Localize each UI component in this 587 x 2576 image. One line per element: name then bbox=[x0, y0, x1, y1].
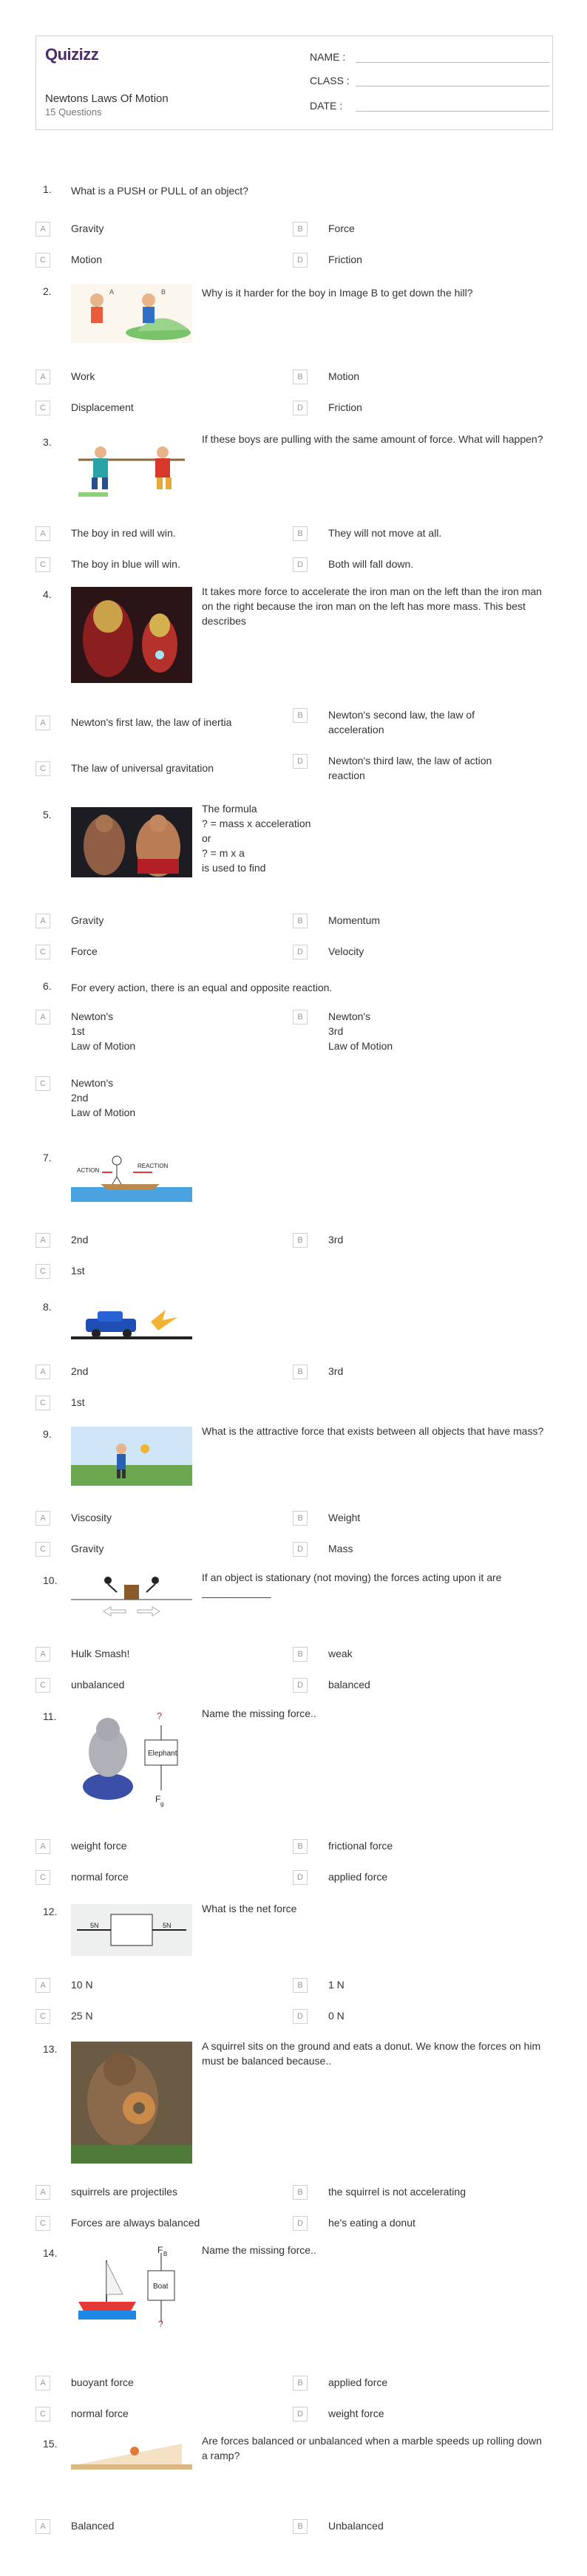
question-text: Why is it harder for the boy in Image B to get down the hill? bbox=[202, 287, 473, 299]
option-text: 10 N bbox=[71, 1979, 93, 1991]
name-field[interactable] bbox=[310, 51, 345, 63]
question-image bbox=[71, 2246, 192, 2327]
svg-text:Elephant: Elephant bbox=[148, 1750, 177, 1758]
option-letter-badge: B bbox=[293, 1647, 308, 1662]
option-text: 0 N bbox=[328, 2010, 345, 2022]
option-text: Friction bbox=[328, 401, 362, 413]
date-line bbox=[356, 111, 549, 112]
option-text: Motion bbox=[328, 370, 360, 382]
option-letter-badge: C bbox=[35, 1264, 50, 1279]
svg-text:g: g bbox=[160, 1801, 164, 1807]
option-letter-badge: A bbox=[35, 370, 50, 384]
option-text: The law of universal gravitation bbox=[71, 762, 214, 774]
option-letter-badge: A bbox=[35, 1839, 50, 1854]
option-letter-badge: C bbox=[35, 2407, 50, 2422]
worksheet-header bbox=[35, 35, 553, 130]
date-label: DATE : bbox=[310, 100, 343, 112]
option-text: Newton's 3rd Law of Motion bbox=[328, 1010, 393, 1052]
name-label: NAME : bbox=[310, 51, 346, 63]
option-text: Gravity bbox=[71, 914, 104, 926]
option-letter-badge: C bbox=[35, 1396, 50, 1410]
question-number: 11. bbox=[43, 1710, 57, 1722]
question-number: 7. bbox=[43, 1152, 52, 1163]
question-text: If an object is stationary (not moving) the forces acting upon it are ____________ bbox=[202, 1571, 502, 1598]
option-letter-badge: D bbox=[293, 1678, 308, 1693]
option-text: applied force bbox=[328, 2376, 388, 2388]
quizizz-logo: Quizizz bbox=[45, 45, 99, 64]
question-image bbox=[71, 587, 192, 683]
option-letter-badge: B bbox=[293, 1511, 308, 1526]
option-letter-badge: C bbox=[35, 945, 50, 959]
option-text: the squirrel is not accelerating bbox=[328, 2186, 466, 2198]
option-text: Hulk Smash! bbox=[71, 1648, 130, 1659]
option-text: Newton's first law, the law of inertia bbox=[71, 716, 232, 728]
option-letter-badge: B bbox=[293, 708, 308, 723]
svg-text:?: ? bbox=[157, 1710, 163, 1722]
option-letter-badge: C bbox=[35, 1870, 50, 1885]
question-number: 8. bbox=[43, 1301, 52, 1313]
option-letter-badge: D bbox=[293, 2216, 308, 2231]
svg-text:5N: 5N bbox=[90, 1922, 99, 1929]
option-letter-badge: A bbox=[35, 2376, 50, 2390]
option-letter-badge: C bbox=[35, 2009, 50, 2024]
option-text: Motion bbox=[71, 254, 103, 265]
option-letter-badge: D bbox=[293, 1870, 308, 1885]
option-letter-badge: C bbox=[35, 253, 50, 268]
svg-text:B: B bbox=[161, 288, 166, 296]
option-text: 1st bbox=[71, 1396, 85, 1408]
option-text: They will not move at all. bbox=[328, 527, 442, 539]
option-text: Displacement bbox=[71, 401, 134, 413]
question-image bbox=[71, 284, 192, 343]
question-text: What is the attractive force that exists between all objects that have mass? bbox=[202, 1425, 544, 1437]
action-label: ACTION bbox=[77, 1167, 100, 1174]
svg-text:A: A bbox=[109, 288, 115, 296]
option-letter-badge: A bbox=[35, 2519, 50, 2534]
option-letter-badge: B bbox=[293, 2185, 308, 2200]
svg-text:B: B bbox=[163, 2251, 168, 2257]
option-letter-badge: B bbox=[293, 2519, 308, 2534]
question-image bbox=[71, 1150, 192, 1202]
question-text: For every action, there is an equal and opposite reaction. bbox=[71, 982, 333, 993]
option-text: 25 N bbox=[71, 2010, 93, 2022]
option-text: applied force bbox=[328, 1871, 388, 1883]
question-image bbox=[71, 1427, 192, 1486]
option-text: Work bbox=[71, 370, 95, 382]
option-text: weight force bbox=[71, 1840, 127, 1852]
option-letter-badge: B bbox=[293, 1010, 308, 1024]
option-letter-badge: D bbox=[293, 754, 308, 769]
option-text: Velocity bbox=[328, 945, 364, 957]
question-number: 13. bbox=[43, 2043, 58, 2055]
option-text: buoyant force bbox=[71, 2376, 134, 2388]
option-letter-badge: D bbox=[293, 401, 308, 415]
option-text: weight force bbox=[328, 2407, 384, 2419]
option-letter-badge: B bbox=[293, 914, 308, 928]
svg-text:F: F bbox=[155, 1794, 161, 1804]
question-image bbox=[71, 807, 192, 877]
option-letter-badge: D bbox=[293, 2009, 308, 2024]
option-text: Friction bbox=[328, 254, 362, 265]
question-number: 5. bbox=[43, 809, 52, 820]
option-text: Newton's second law, the law of acceleration bbox=[328, 709, 475, 735]
option-text: unbalanced bbox=[71, 1679, 125, 1690]
option-text: Newton's 1st Law of Motion bbox=[71, 1010, 136, 1052]
svg-text:Boat: Boat bbox=[153, 2283, 169, 2291]
option-letter-badge: B bbox=[293, 1839, 308, 1854]
option-letter-badge: D bbox=[293, 1542, 308, 1557]
question-image bbox=[71, 1299, 192, 1344]
option-text: Gravity bbox=[71, 222, 104, 234]
question-number: 12. bbox=[43, 1906, 58, 1917]
question-number: 4. bbox=[43, 588, 52, 600]
question-text: Name the missing force.. bbox=[202, 1707, 316, 1719]
option-letter-badge: C bbox=[35, 1542, 50, 1557]
option-text: balanced bbox=[328, 1679, 370, 1690]
question-image bbox=[71, 2042, 192, 2164]
question-number: 1. bbox=[43, 183, 52, 195]
question-image bbox=[71, 435, 192, 501]
option-text: frictional force bbox=[328, 1840, 393, 1852]
option-text: Newton's third law, the law of action reaction bbox=[328, 755, 492, 781]
option-text: Unbalanced bbox=[328, 2520, 384, 2532]
option-letter-badge: A bbox=[35, 2185, 50, 2200]
question-text: Name the missing force.. bbox=[202, 2244, 316, 2256]
question-text: If these boys are pulling with the same amount of force. What will happen? bbox=[202, 433, 543, 445]
question-number: 10. bbox=[43, 1574, 58, 1586]
option-letter-badge: B bbox=[293, 370, 308, 384]
question-text: Are forces balanced or unbalanced when a marble speeds up rolling down a ramp? bbox=[202, 2435, 542, 2461]
option-letter-badge: A bbox=[35, 1511, 50, 1526]
worksheet-title: Newtons Laws Of Motion bbox=[45, 92, 169, 105]
option-letter-badge: A bbox=[35, 914, 50, 928]
question-text: It takes more force to accelerate the iron man on the left than the iron man on the right because the iron man on the left has more mass. This best describes bbox=[202, 585, 542, 627]
question-text: The formula ? = mass x acceleration or ? = m x a is used to find bbox=[202, 803, 311, 874]
option-text: Both will fall down. bbox=[328, 558, 414, 570]
option-letter-badge: A bbox=[35, 1647, 50, 1662]
option-text: 3rd bbox=[328, 1234, 344, 1245]
option-letter-badge: D bbox=[293, 2407, 308, 2422]
question-image bbox=[71, 2436, 192, 2470]
option-letter-badge: A bbox=[35, 716, 50, 730]
option-text: 3rd bbox=[328, 1365, 344, 1377]
question-number: 2. bbox=[43, 285, 52, 297]
question-number: 6. bbox=[43, 980, 52, 992]
option-letter-badge: C bbox=[35, 401, 50, 415]
option-text: squirrels are projectiles bbox=[71, 2186, 177, 2198]
option-text: 2nd bbox=[71, 1234, 89, 1245]
option-text: Force bbox=[328, 222, 355, 234]
option-text: weak bbox=[328, 1648, 353, 1659]
option-letter-badge: B bbox=[293, 222, 308, 237]
option-text: Mass bbox=[328, 1543, 353, 1554]
question-image bbox=[71, 1709, 192, 1809]
option-text: Newton's 2nd Law of Motion bbox=[71, 1077, 136, 1118]
option-letter-badge: D bbox=[293, 253, 308, 268]
option-letter-badge: B bbox=[293, 1365, 308, 1379]
option-letter-badge: B bbox=[293, 2376, 308, 2390]
option-letter-badge: C bbox=[35, 557, 50, 572]
question-number: 15. bbox=[43, 2438, 58, 2450]
option-text: Viscosity bbox=[71, 1512, 112, 1523]
option-letter-badge: D bbox=[293, 557, 308, 572]
option-text: Gravity bbox=[71, 1543, 104, 1554]
option-letter-badge: B bbox=[293, 526, 308, 541]
option-letter-badge: A bbox=[35, 1978, 50, 1993]
option-text: Balanced bbox=[71, 2520, 115, 2532]
option-letter-badge: A bbox=[35, 222, 50, 237]
option-letter-badge: C bbox=[35, 761, 50, 776]
question-number: 3. bbox=[43, 436, 52, 448]
question-image bbox=[71, 1904, 192, 1956]
question-image bbox=[71, 1573, 192, 1621]
option-text: normal force bbox=[71, 2407, 129, 2419]
option-text: normal force bbox=[71, 1871, 129, 1883]
option-text: Force bbox=[71, 945, 98, 957]
question-number: 14. bbox=[43, 2247, 58, 2259]
question-number: 9. bbox=[43, 1428, 52, 1440]
svg-text:?: ? bbox=[158, 2319, 163, 2327]
option-text: 1 N bbox=[328, 1979, 345, 1991]
class-field[interactable] bbox=[310, 75, 350, 86]
question-text: A squirrel sits on the ground and eats a donut. We know the forces on him must be balanced because.. bbox=[202, 2040, 541, 2067]
option-letter-badge: A bbox=[35, 1365, 50, 1379]
option-letter-badge: A bbox=[35, 1010, 50, 1024]
svg-text:REACTION: REACTION bbox=[138, 1163, 169, 1169]
option-letter-badge: B bbox=[293, 1233, 308, 1248]
class-label: CLASS : bbox=[310, 75, 350, 86]
date-field[interactable] bbox=[310, 100, 342, 112]
option-text: 1st bbox=[71, 1265, 85, 1277]
question-text: What is a PUSH or PULL of an object? bbox=[71, 185, 248, 197]
option-text: Weight bbox=[328, 1512, 361, 1523]
option-letter-badge: A bbox=[35, 526, 50, 541]
option-text: The boy in blue will win. bbox=[71, 558, 180, 570]
option-letter-badge: B bbox=[293, 1978, 308, 1993]
question-count: 15 Questions bbox=[45, 106, 102, 118]
option-letter-badge: C bbox=[35, 1076, 50, 1091]
option-text: he's eating a donut bbox=[328, 2217, 415, 2229]
name-line bbox=[356, 62, 549, 63]
svg-text:5N: 5N bbox=[163, 1922, 172, 1929]
option-letter-badge: A bbox=[35, 1233, 50, 1248]
option-text: Momentum bbox=[328, 914, 381, 926]
option-letter-badge: D bbox=[293, 945, 308, 959]
option-text: Forces are always balanced bbox=[71, 2217, 200, 2229]
option-text: The boy in red will win. bbox=[71, 527, 176, 539]
option-text: 2nd bbox=[71, 1365, 89, 1377]
option-letter-badge: C bbox=[35, 2216, 50, 2231]
svg-text:F: F bbox=[157, 2246, 163, 2255]
option-letter-badge: C bbox=[35, 1678, 50, 1693]
question-text: What is the net force bbox=[202, 1903, 297, 1914]
